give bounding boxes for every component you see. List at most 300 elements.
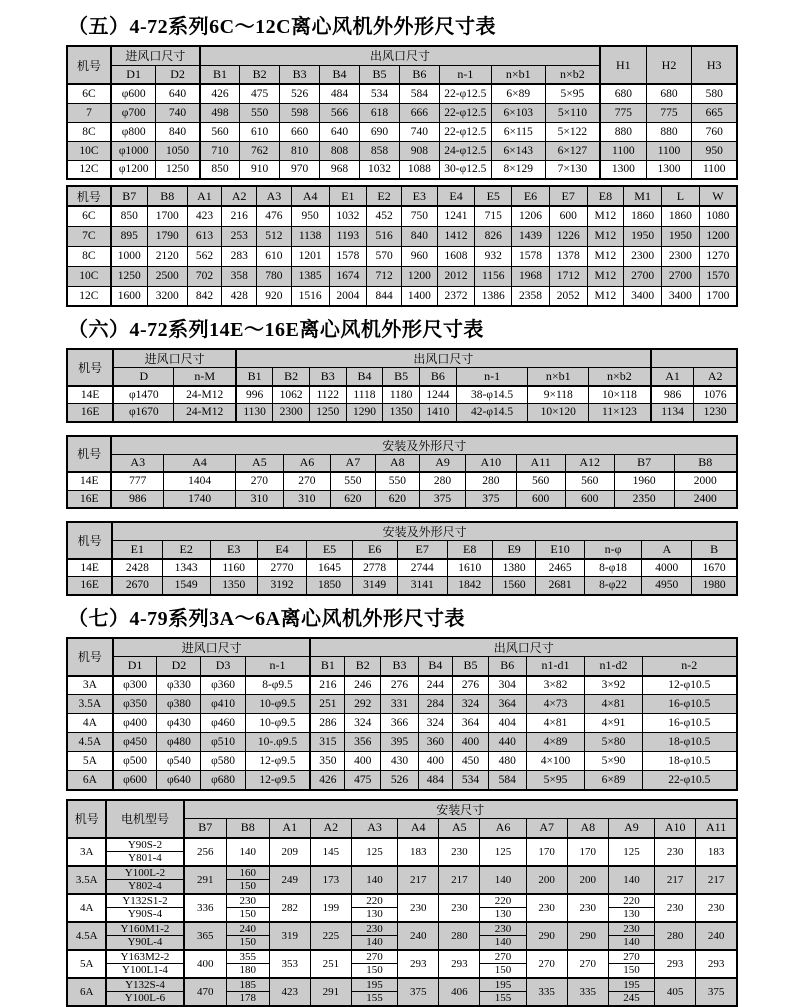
cell: 280 <box>466 472 517 490</box>
cell: 125 <box>351 838 397 866</box>
cell: 1118 <box>346 386 383 404</box>
cell: 230 <box>526 894 567 922</box>
cell: 140 <box>608 936 654 950</box>
cell: 1950 <box>662 226 700 246</box>
cell: 5×110 <box>545 103 600 122</box>
cell: 986 <box>651 386 694 404</box>
cell: 480 <box>489 752 527 771</box>
table-6c-12c-mounting-dims <box>66 185 738 307</box>
column-header: H2 <box>646 46 692 84</box>
cell: 1193 <box>329 226 367 246</box>
column-header: W <box>699 186 737 206</box>
cell: 1134 <box>651 404 694 422</box>
cell: φ1470 <box>113 386 174 404</box>
cell: 1062 <box>273 386 310 404</box>
cell: 4×100 <box>526 752 585 771</box>
cell: 22-φ12.5 <box>439 84 491 103</box>
cell: 2465 <box>536 559 584 577</box>
cell: 353 <box>269 950 310 978</box>
cell: 1350 <box>383 404 420 422</box>
cell: 2400 <box>674 490 737 508</box>
motor-model-cell: Y90S-2 <box>106 838 183 852</box>
cell: 3400 <box>624 286 662 306</box>
column-header: E6 <box>512 186 550 206</box>
cell: 150 <box>226 880 269 894</box>
cell: 1380 <box>492 559 536 577</box>
cell: 440 <box>489 733 527 752</box>
cell: 1100 <box>692 160 737 179</box>
column-header: D1 <box>113 657 157 676</box>
cell: 8-φ22 <box>584 577 642 595</box>
cell: 358 <box>222 266 257 286</box>
cell: 710 <box>200 141 240 160</box>
cell: 360 <box>418 733 452 752</box>
cell: 1378 <box>549 246 587 266</box>
cell: 230 <box>655 838 696 866</box>
column-header: n×b1 <box>491 65 545 84</box>
cell: 775 <box>600 103 646 122</box>
column-header: B3 <box>309 368 346 386</box>
cell: 550 <box>240 103 280 122</box>
cell: 1578 <box>512 246 550 266</box>
cell: 10-φ9.5 <box>245 714 310 733</box>
cell: 1980 <box>692 577 737 595</box>
cell: 4×91 <box>585 714 642 733</box>
column-header: A3 <box>111 454 163 472</box>
cell: 426 <box>200 84 240 103</box>
cell: 364 <box>453 714 489 733</box>
cell: 140 <box>351 866 397 894</box>
row-header: 14E <box>67 386 113 404</box>
cell: 22-φ12.5 <box>439 103 491 122</box>
table-3a-6a-inlet-outlet-dims <box>66 637 738 791</box>
row-header: 12C <box>67 160 111 179</box>
cell: 2744 <box>397 559 447 577</box>
cell: 253 <box>222 226 257 246</box>
cell: 130 <box>480 908 526 922</box>
cell: 580 <box>692 84 737 103</box>
cell: 1712 <box>549 266 587 286</box>
cell: 10×118 <box>589 386 651 404</box>
cell: 1244 <box>420 386 457 404</box>
row-header: 4.5A <box>67 733 113 752</box>
column-header: A10 <box>466 454 517 472</box>
cell: 2004 <box>329 286 367 306</box>
column-header: B2 <box>273 368 310 386</box>
cell: 180 <box>226 964 269 978</box>
cell: 1740 <box>164 490 236 508</box>
cell: 840 <box>156 122 200 141</box>
motor-model-cell: Y802-4 <box>106 880 183 894</box>
cell: 5×80 <box>585 733 642 752</box>
cell: 270 <box>608 950 654 964</box>
cell: 195 <box>608 978 654 992</box>
cell: 1138 <box>291 226 329 246</box>
cell: 185 <box>226 978 269 992</box>
cell: 10-.φ9.5 <box>245 733 310 752</box>
row-header: 3A <box>67 676 113 695</box>
column-header: A5 <box>236 454 284 472</box>
table-14e-16e-mounting-dims-a <box>66 435 738 510</box>
column-header: D2 <box>156 65 200 84</box>
cell: 1156 <box>475 266 512 286</box>
column-header: B4 <box>320 65 360 84</box>
cell: 350 <box>310 752 344 771</box>
row-header: 8C <box>67 246 111 266</box>
cell: 1130 <box>236 404 273 422</box>
section-7-title: （七）4-79系列3A～6A离心风机外形尺寸表 <box>68 607 466 630</box>
cell: 690 <box>360 122 400 141</box>
column-header: E4 <box>437 186 475 206</box>
cell: 996 <box>236 386 273 404</box>
column-header: 出风口尺寸 <box>200 46 600 65</box>
cell: 610 <box>257 246 292 266</box>
cell: 2681 <box>536 577 584 595</box>
cell: 170 <box>526 838 567 866</box>
cell: 1250 <box>156 160 200 179</box>
cell: φ460 <box>201 714 245 733</box>
column-header: B8 <box>226 819 269 838</box>
cell: 290 <box>567 922 608 950</box>
cell: 150 <box>351 964 397 978</box>
cell: 1300 <box>600 160 646 179</box>
cell: 2670 <box>112 577 162 595</box>
cell: 560 <box>200 122 240 141</box>
cell: 240 <box>696 922 737 950</box>
cell: 155 <box>351 992 397 1006</box>
row-header: 14E <box>67 472 111 490</box>
cell: 291 <box>184 866 227 894</box>
column-header: 机号 <box>67 436 111 473</box>
column-header: B5 <box>453 657 489 676</box>
column-header: E3 <box>210 541 257 559</box>
column-header: E6 <box>352 541 397 559</box>
column-header: 进风口尺寸 <box>111 46 200 65</box>
cell: 598 <box>280 103 320 122</box>
cell: 560 <box>516 472 565 490</box>
cell: 130 <box>608 908 654 922</box>
row-header: 4A <box>67 894 106 922</box>
motor-model-cell: Y90L-4 <box>106 936 183 950</box>
cell: 1700 <box>147 206 187 226</box>
cell: 1226 <box>549 226 587 246</box>
cell: 426 <box>310 771 344 790</box>
column-header: n×b2 <box>589 368 651 386</box>
cell: 2500 <box>147 266 187 286</box>
row-header: 7C <box>67 226 111 246</box>
column-header: B4 <box>346 368 383 386</box>
column-header: B <box>692 541 737 559</box>
cell: 550 <box>375 472 419 490</box>
column-header: 进风口尺寸 <box>113 349 236 368</box>
table-6c-12c-inlet-outlet-dims <box>66 45 738 180</box>
cell: 331 <box>381 695 419 714</box>
column-header: B8 <box>674 454 737 472</box>
column-header: E5 <box>475 186 512 206</box>
cell: 826 <box>475 226 512 246</box>
column-header: A11 <box>696 819 737 838</box>
cell: 4×81 <box>585 695 642 714</box>
cell: 400 <box>345 752 381 771</box>
column-header: n-φ <box>584 541 642 559</box>
cell: 150 <box>608 964 654 978</box>
cell: 780 <box>257 266 292 286</box>
cell: φ640 <box>157 771 201 790</box>
column-header: B1 <box>200 65 240 84</box>
cell: 42-φ14.5 <box>456 404 528 422</box>
column-header <box>651 349 737 368</box>
cell: 1088 <box>399 160 439 179</box>
motor-model-cell: Y132S1-2 <box>106 894 183 908</box>
column-header: A4 <box>398 819 439 838</box>
column-header: D3 <box>201 657 245 676</box>
column-header: B8 <box>147 186 187 206</box>
cell: 3141 <box>397 577 447 595</box>
cell: φ430 <box>157 714 201 733</box>
column-header: B7 <box>184 819 227 838</box>
cell: 1674 <box>329 266 367 286</box>
cell: 1160 <box>210 559 257 577</box>
cell: 1000 <box>111 246 148 266</box>
column-header: A6 <box>480 819 526 838</box>
cell: 1300 <box>646 160 692 179</box>
cell: φ600 <box>113 771 157 790</box>
column-header: A9 <box>420 454 466 472</box>
column-header: E2 <box>367 186 402 206</box>
cell: 858 <box>360 141 400 160</box>
cell: 1860 <box>624 206 662 226</box>
cell: 1122 <box>309 386 346 404</box>
cell: 217 <box>696 866 737 894</box>
cell: φ540 <box>157 752 201 771</box>
cell: 365 <box>184 922 227 950</box>
cell: 3200 <box>147 286 187 306</box>
cell: 220 <box>480 894 526 908</box>
cell: 740 <box>156 103 200 122</box>
cell: 4950 <box>642 577 692 595</box>
column-header: A8 <box>375 454 419 472</box>
cell: 220 <box>351 894 397 908</box>
cell: 38-φ14.5 <box>456 386 528 404</box>
cell: 712 <box>367 266 402 286</box>
cell: 217 <box>439 866 480 894</box>
cell: 1670 <box>692 559 737 577</box>
cell: 1076 <box>694 386 737 404</box>
cell: 293 <box>439 950 480 978</box>
column-header: 机号 <box>67 46 111 84</box>
cell: 10-φ9.5 <box>245 695 310 714</box>
column-header: B7 <box>111 186 148 206</box>
column-header: A6 <box>283 454 331 472</box>
cell: 395 <box>381 733 419 752</box>
cell: 777 <box>111 472 163 490</box>
cell: 5×95 <box>545 84 600 103</box>
cell: 10×120 <box>528 404 589 422</box>
column-header: A5 <box>439 819 480 838</box>
cell: 715 <box>475 206 512 226</box>
column-header: 安装尺寸 <box>184 800 737 819</box>
cell: 220 <box>608 894 654 908</box>
cell: 200 <box>567 866 608 894</box>
cell: 183 <box>696 838 737 866</box>
cell: 18-φ10.5 <box>642 733 737 752</box>
cell: 276 <box>381 676 419 695</box>
column-header: E9 <box>492 541 536 559</box>
cell: 2000 <box>674 472 737 490</box>
cell: 366 <box>381 714 419 733</box>
cell: 199 <box>310 894 351 922</box>
cell: φ380 <box>157 695 201 714</box>
table-3a-6a-motor-mounting-dims <box>66 799 738 1007</box>
table-14e-16e-mounting-dims-a <box>66 435 738 510</box>
cell: 526 <box>280 84 320 103</box>
column-header: E1 <box>329 186 367 206</box>
cell: 292 <box>345 695 381 714</box>
table-14e-16e-inlet-outlet-dims <box>66 348 738 423</box>
cell: 1608 <box>437 246 475 266</box>
cell: 304 <box>489 676 527 695</box>
cell: 1032 <box>329 206 367 226</box>
cell: 423 <box>187 206 222 226</box>
column-header: E4 <box>257 541 307 559</box>
cell: 291 <box>310 978 351 1006</box>
cell: 150 <box>226 936 269 950</box>
motor-model-cell: Y132S-4 <box>106 978 183 992</box>
cell: φ580 <box>201 752 245 771</box>
cell: 230 <box>696 894 737 922</box>
cell: 4×73 <box>526 695 585 714</box>
cell: 680 <box>600 84 646 103</box>
cell: 1250 <box>111 266 148 286</box>
cell: 6×127 <box>545 141 600 160</box>
column-header: n-1 <box>439 65 491 84</box>
cell: 566 <box>320 103 360 122</box>
motor-model-cell: Y801-4 <box>106 852 183 866</box>
cell: 16-φ10.5 <box>642 695 737 714</box>
cell: 12-φ10.5 <box>642 676 737 695</box>
cell: 880 <box>646 122 692 141</box>
cell: 22-φ10.5 <box>642 771 737 790</box>
cell: 470 <box>184 978 227 1006</box>
column-header: B5 <box>360 65 400 84</box>
column-header: A8 <box>567 819 608 838</box>
column-header: A12 <box>565 454 614 472</box>
cell: 750 <box>401 206 437 226</box>
row-header: 6A <box>67 771 113 790</box>
motor-model-cell: Y100L-6 <box>106 992 183 1006</box>
motor-model-cell: Y100L1-4 <box>106 964 183 978</box>
cell: 1386 <box>475 286 512 306</box>
cell: 293 <box>655 950 696 978</box>
section-5-title: （五）4-72系列6C～12C离心风机外外形尺寸表 <box>68 16 497 38</box>
cell: 1343 <box>162 559 210 577</box>
cell: 920 <box>257 286 292 306</box>
column-header: n1-d2 <box>585 657 642 676</box>
cell: 356 <box>345 733 381 752</box>
cell: 880 <box>600 122 646 141</box>
cell: 6×89 <box>491 84 545 103</box>
column-header: n-1 <box>456 368 528 386</box>
row-header: 5A <box>67 752 113 771</box>
cell: 406 <box>439 978 480 1006</box>
cell: 4×89 <box>526 733 585 752</box>
cell: 293 <box>398 950 439 978</box>
cell: 1790 <box>147 226 187 246</box>
cell: φ330 <box>157 676 201 695</box>
column-header: H3 <box>692 46 737 84</box>
cell: 534 <box>360 84 400 103</box>
cell: 1960 <box>614 472 674 490</box>
cell: 2300 <box>662 246 700 266</box>
cell: 810 <box>280 141 320 160</box>
column-header: n1-d1 <box>526 657 585 676</box>
cell: 282 <box>269 894 310 922</box>
cell: 280 <box>420 472 466 490</box>
cell: φ510 <box>201 733 245 752</box>
cell: 336 <box>184 894 227 922</box>
cell: 1860 <box>662 206 700 226</box>
row-header: 5A <box>67 950 106 978</box>
cell: 230 <box>608 922 654 936</box>
column-header: B3 <box>381 657 419 676</box>
cell: 230 <box>480 922 526 936</box>
cell: 245 <box>608 992 654 1006</box>
cell: 1560 <box>492 577 536 595</box>
cell: 140 <box>226 838 269 866</box>
section-7 <box>66 602 738 1007</box>
cell: 125 <box>608 838 654 866</box>
cell: 600 <box>565 490 614 508</box>
cell: 620 <box>331 490 375 508</box>
cell: 1950 <box>624 226 662 246</box>
cell: 1610 <box>447 559 492 577</box>
cell: φ360 <box>201 676 245 695</box>
cell: 475 <box>345 771 381 790</box>
cell: 910 <box>240 160 280 179</box>
cell: 310 <box>236 490 284 508</box>
cell: 1350 <box>210 577 257 595</box>
column-header: H1 <box>600 46 646 84</box>
cell: 178 <box>226 992 269 1006</box>
cell: 209 <box>269 838 310 866</box>
motor-model-cell: Y160M1-2 <box>106 922 183 936</box>
cell: 702 <box>187 266 222 286</box>
column-header: 安装及外形尺寸 <box>112 522 737 541</box>
cell: 1700 <box>699 286 737 306</box>
cell: 1600 <box>111 286 148 306</box>
cell: M12 <box>587 286 624 306</box>
cell: 24-M12 <box>174 404 236 422</box>
cell: φ410 <box>201 695 245 714</box>
cell: φ700 <box>111 103 156 122</box>
cell: 6×115 <box>491 122 545 141</box>
cell: 840 <box>401 226 437 246</box>
column-header: 机号 <box>67 800 106 838</box>
table-6c-12c-mounting-dims <box>66 185 738 307</box>
cell: φ350 <box>113 695 157 714</box>
cell: 5×122 <box>545 122 600 141</box>
table-6c-12c-inlet-outlet-dims <box>66 45 738 180</box>
cell: 404 <box>489 714 527 733</box>
cell: 6×143 <box>491 141 545 160</box>
section-6-title: （六）4-72系列14E～16E离心风机外形尺寸表 <box>68 319 484 341</box>
cell: 2300 <box>624 246 662 266</box>
cell: 240 <box>398 922 439 950</box>
cell: 280 <box>655 922 696 950</box>
cell: 4×81 <box>526 714 585 733</box>
column-header: M1 <box>624 186 662 206</box>
cell: 516 <box>367 226 402 246</box>
